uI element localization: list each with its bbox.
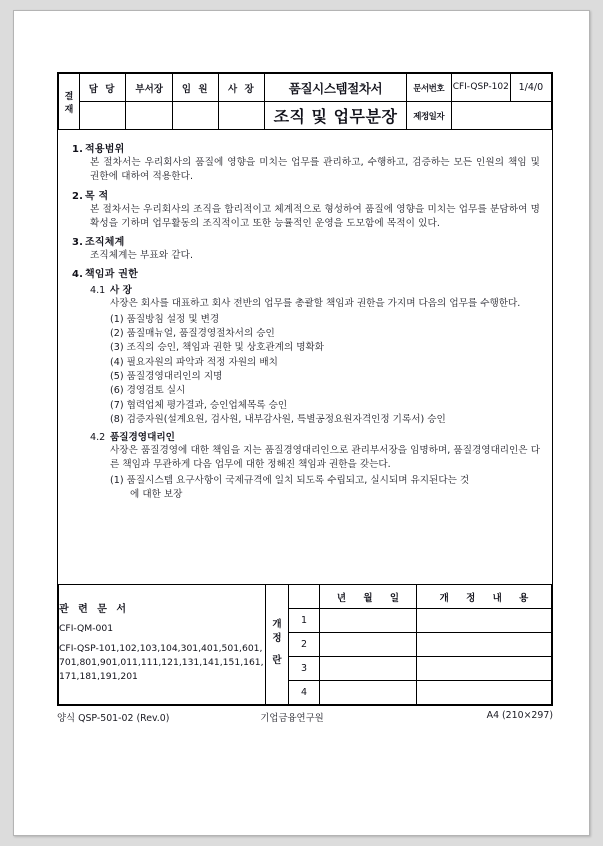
doc-category: 품질시스템절차서 bbox=[265, 74, 406, 102]
section-4-number: 4. bbox=[72, 269, 84, 281]
list-item: (6) 경영검토 실시 bbox=[110, 385, 186, 397]
revision-date[interactable] bbox=[320, 681, 417, 705]
list-item: (1) 품질시스템 요구사항이 국제규격에 일치 되도록 수립되고, 실시되며 유지된다는 것 bbox=[110, 474, 470, 486]
header-row-bottom bbox=[59, 102, 552, 130]
related-and-revision-table bbox=[58, 584, 552, 705]
subsection-4-1-heading bbox=[72, 282, 540, 296]
list-item: (5) 품질경영대리인의 지명 bbox=[110, 370, 223, 382]
revision-desc[interactable] bbox=[417, 609, 552, 633]
revision-desc[interactable] bbox=[417, 657, 552, 681]
section-3-title: 조직체계 bbox=[85, 237, 125, 249]
issue-date-label: 제정일자 bbox=[406, 102, 451, 130]
section-2-number: 2. bbox=[72, 190, 84, 202]
revision-no: 4 bbox=[289, 681, 320, 705]
related-doc-line: CFI-QM-001 bbox=[59, 622, 114, 634]
approval-label-char-1: 결 bbox=[64, 91, 74, 102]
doc-no-value: CFI-QSP-102 bbox=[451, 74, 510, 102]
footer-paper-size: A4 (210×297) bbox=[486, 710, 553, 721]
revision-no: 3 bbox=[289, 657, 320, 681]
revision-desc[interactable] bbox=[417, 681, 552, 705]
subsection-4-1-title: 사 장 bbox=[110, 285, 132, 297]
section-2-heading bbox=[72, 187, 540, 202]
revision-desc[interactable] bbox=[417, 633, 552, 657]
revision-date[interactable] bbox=[320, 609, 417, 633]
subsection-4-2-heading bbox=[72, 429, 540, 443]
list-item-continuation: 에 대한 보장 bbox=[130, 489, 183, 501]
approval-label-cell bbox=[59, 74, 80, 130]
section-4-heading bbox=[72, 265, 540, 280]
revision-desc-header: 개 정 내 용 bbox=[417, 585, 552, 609]
revision-date[interactable] bbox=[320, 657, 417, 681]
header-row-top bbox=[59, 74, 552, 102]
section-4-title: 책임과 권한 bbox=[85, 269, 138, 281]
list-item: (3) 조직의 승인, 책임과 권한 및 상호관계의 명확화 bbox=[110, 342, 325, 354]
revision-date-header: 년 월 일 bbox=[320, 585, 417, 609]
doc-no-label: 문서번호 bbox=[406, 74, 451, 102]
section-1-heading bbox=[72, 140, 540, 155]
related-docs-cell bbox=[59, 585, 266, 705]
subsection-4-1-paragraph: 사장은 회사를 대표하고 회사 전반의 업무를 총괄할 책임과 권한을 가지며 다음의 업무를 수행한다. bbox=[110, 298, 521, 310]
related-docs-title: 관 련 문 서 bbox=[59, 603, 130, 615]
approval-col-header-0: 담 당 bbox=[80, 74, 126, 102]
approval-col-header-3: 사 장 bbox=[219, 74, 265, 102]
revision-no-header bbox=[289, 585, 320, 609]
related-doc-line: CFI-QSP-101,102,103,104,301,401,501,601,701,801,901,011,111,121,131,141,151,161,171,181,191,201 bbox=[59, 642, 264, 682]
approval-col-header-1: 부서장 bbox=[126, 74, 173, 102]
list-item: (7) 협력업체 평가결과, 승인업체목록 승인 bbox=[110, 399, 288, 411]
section-2-paragraph: 본 절차서는 우리회사의 조직을 합리적이고 체계적으로 형성하여 품질에 영향을 미치는 업무를 분담하여 명확성을 기하며 업무활동의 조직적이고 또한 능률적인 운영을 도모함에 목적이 있다. bbox=[90, 203, 540, 229]
subsection-4-2-title: 품질경영대리인 bbox=[110, 432, 175, 444]
revision-label-char-1: 개 bbox=[272, 618, 282, 630]
subsection-4-2-paragraph: 사장은 품질경영에 대한 책임을 지는 품질경영대리인으로 관리부서장을 임명하며, 품질경영대리인은 다른 책임과 무관하게 다음 업무에 대한 정해진 책임과 권한을 갖는다. bbox=[110, 445, 540, 471]
header-table bbox=[58, 73, 552, 130]
page-no: 1/4/0 bbox=[510, 74, 551, 102]
subsection-4-1-number: 4.1 bbox=[90, 285, 106, 297]
revision-label-cell bbox=[266, 585, 289, 705]
section-2-title: 목 적 bbox=[85, 190, 109, 202]
document-frame bbox=[57, 72, 553, 706]
approval-sign-cell-2[interactable] bbox=[173, 102, 219, 130]
revision-label-char-2: 정 bbox=[272, 632, 282, 644]
approval-sign-cell-0[interactable] bbox=[80, 102, 126, 130]
list-item: (1) 품질방침 설정 및 변경 bbox=[110, 313, 220, 325]
footer-form-no: 양식 QSP-501-02 (Rev.0) bbox=[57, 713, 170, 724]
section-3-heading bbox=[72, 233, 540, 248]
list-item: (4) 필요자원의 파악과 적정 자원의 배치 bbox=[110, 356, 278, 368]
list-item: (8) 검증자원(설계요원, 검사원, 내부감사원, 특별공정요원자격인정 기록서) 승인 bbox=[110, 413, 446, 425]
revision-label-char-3: 란 bbox=[272, 654, 282, 666]
issue-date-value[interactable] bbox=[451, 102, 551, 130]
section-1-number: 1. bbox=[72, 144, 84, 155]
approval-sign-cell-3[interactable] bbox=[219, 102, 265, 130]
approval-label-char-2: 재 bbox=[64, 104, 74, 115]
revision-date[interactable] bbox=[320, 633, 417, 657]
list-item: (2) 품질매뉴얼, 품질경영절차서의 승인 bbox=[110, 328, 275, 340]
approval-sign-cell-1[interactable] bbox=[126, 102, 173, 130]
revision-header-row bbox=[59, 585, 552, 609]
section-3-paragraph: 조직체계는 부표와 같다. bbox=[90, 250, 194, 262]
section-1-title: 적용범위 bbox=[85, 144, 125, 155]
revision-no: 1 bbox=[289, 609, 320, 633]
footer-organization: 기업금융연구원 bbox=[260, 713, 324, 724]
page-title: 조직 및 업무분장 bbox=[265, 102, 406, 130]
bottom-table-wrapper bbox=[58, 584, 552, 705]
subsection-4-2-number: 4.2 bbox=[90, 432, 106, 444]
section-3-number: 3. bbox=[72, 237, 84, 249]
section-1-paragraph: 본 절차서는 우리회사의 품질에 영향을 미치는 업무를 관리하고, 수행하고, 검증하는 모든 인원의 책임 및 권한에 대하여 적용한다. bbox=[90, 157, 540, 183]
approval-col-header-2: 임 원 bbox=[173, 74, 219, 102]
revision-no: 2 bbox=[289, 633, 320, 657]
page-footer bbox=[57, 710, 553, 724]
document-body bbox=[58, 130, 552, 562]
